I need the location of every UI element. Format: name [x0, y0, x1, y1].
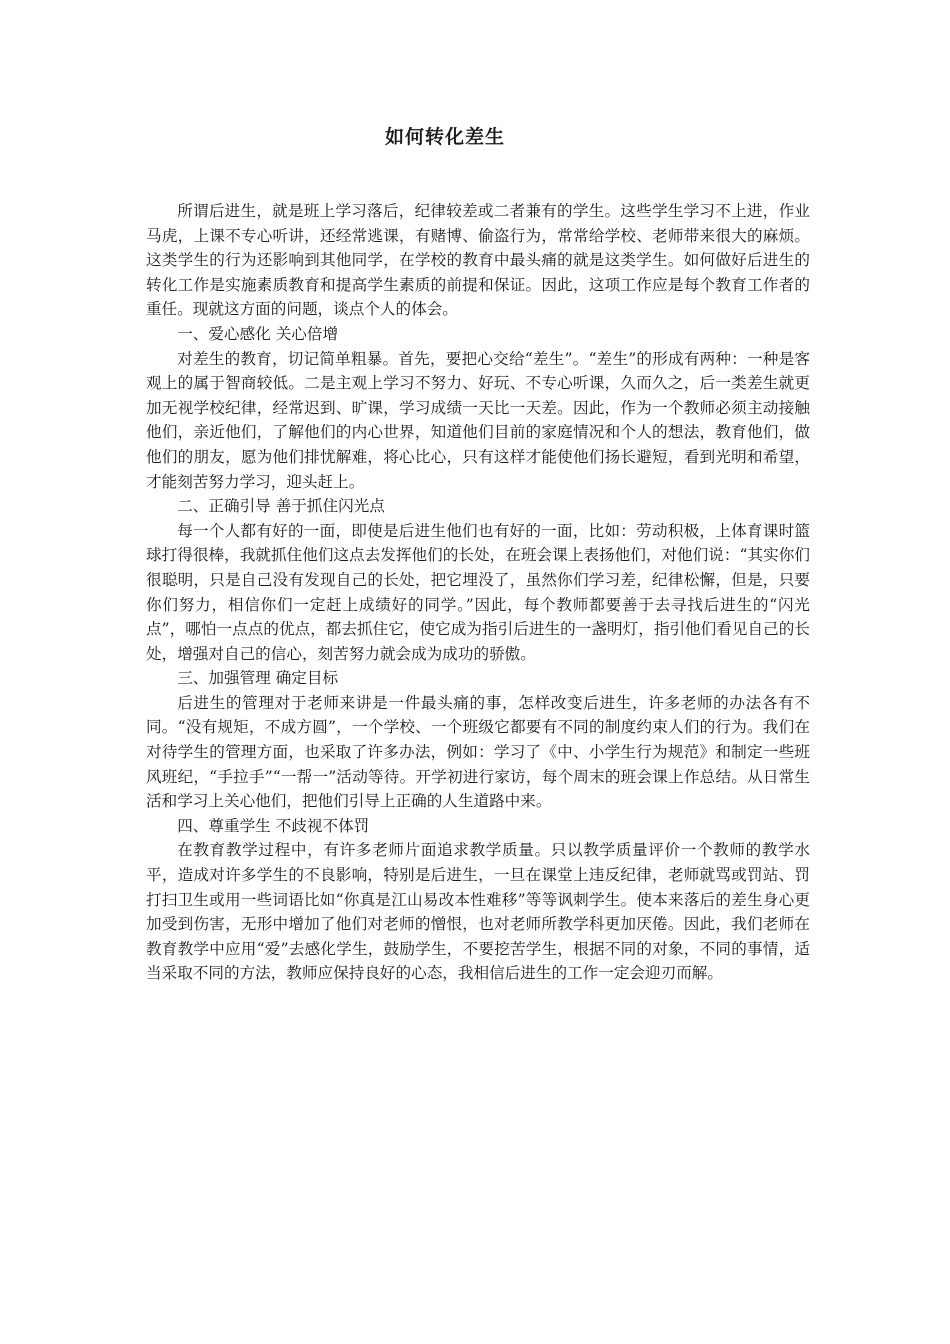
- section-heading-2: 二、正确引导 善于抓住闪光点: [177, 497, 385, 516]
- section-heading-3: 三、加强管理 确定目标: [177, 669, 339, 688]
- section-paragraph-2: 每一个人都有好的一面，即使是后进生他们也有好的一面，比如：劳动积极，上体育课时篮球打得很棒，我就抓住他们这点去发挥他们的长处，在班会课上表扬他们，对他们说：“其实你们很聪明，只是自己没有发现自己的长处，把它埋没了，虽然你们学习差，纪律松懈，但是，只要你们努力，相信你们一定赶上成绩好的同学。”因此，每个教师都要善于去寻找后进生的“闪光点”，哪怕一点点的优点，都去抓住它，使它成为指引后进生的一盏明灯，指引他们看见自己的长处，增强对自己的信心，刻苦努力就会成为成功的骄傲。: [146, 521, 810, 663]
- intro-paragraph: 所谓后进生，就是班上学习落后，纪律较差或二者兼有的学生。这些学生学习不上进，作业马虎，上课不专心听讲，还经常逃课，有赌博、偷盗行为，常常给学校、老师带来很大的麻烦。这类学生的行为还影响到其他同学，在学校的教育中最头痛的就是这类学生。如何做好后进生的转化工作是实施素质教育和提高学生素质的前提和保证。因此，这项工作应是每个教育工作者的重任。现就这方面的问题，谈点个人的体会。: [146, 202, 810, 319]
- section-heading-4: 四、尊重学生 不歧视不体罚: [177, 816, 370, 835]
- document-body: [146, 199, 810, 986]
- section-heading-1: 一、爱心感化 关心倍增: [177, 324, 339, 343]
- document-title: 如何转化差生: [384, 126, 505, 148]
- section-paragraph-1: 对差生的教育，切记简单粗暴。首先，要把心交给“差生”。“差生”的形成有两种：一种是客观上的属于智商较低。二是主观上学习不努力、好玩、不专心听课，久而久之，后一类差生就更加无视学校纪律，经常迟到、旷课，学习成绩一天比一天差。因此，作为一个教师必须主动接触他们，亲近他们，了解他们的内心世界，知道他们目前的家庭情况和个人的想法，教育他们，做他们的朋友，愿为他们排忧解难，将心比心，只有这样才能使他们扬长避短，看到光明和希望，才能刻苦努力学习，迎头赶上。: [146, 349, 810, 491]
- section-paragraph-4: 在教育教学过程中，有许多老师片面追求教学质量。只以教学质量评价一个教师的教学水平，造成对许多学生的不良影响，特别是后进生，一旦在课堂上违反纪律，老师就骂或罚站、罚打扫卫生或用一些词语比如“你真是江山易改本性难移”等等讽刺学生。使本来落后的差生身心更加受到伤害，无形中增加了他们对老师的憎恨，也对老师所教学科更加厌倦。因此，我们老师在教育教学中应用“爱”去感化学生，鼓励学生，不要挖苦学生，根据不同的对象，不同的事情，适当采取不同的方法，教师应保持良好的心态，我相信后进生的工作一定会迎刃而解。: [146, 841, 810, 983]
- section-paragraph-3: 后进生的管理对于老师来讲是一件最头痛的事，怎样改变后进生，许多老师的办法各有不同。“没有规矩，不成方圆”，一个学校、一个班级它都要有不同的制度约束人们的行为。我们在对待学生的管理方面，也采取了许多办法，例如：学习了《中、小学生行为规范》和制定一些班风班纪，“手拉手”“一帮一”活动等待。开学初进行家访，每个周末的班会课上作总结。从日常生活和学习上关心他们，把他们引导上正确的人生道路中来。: [146, 693, 810, 811]
